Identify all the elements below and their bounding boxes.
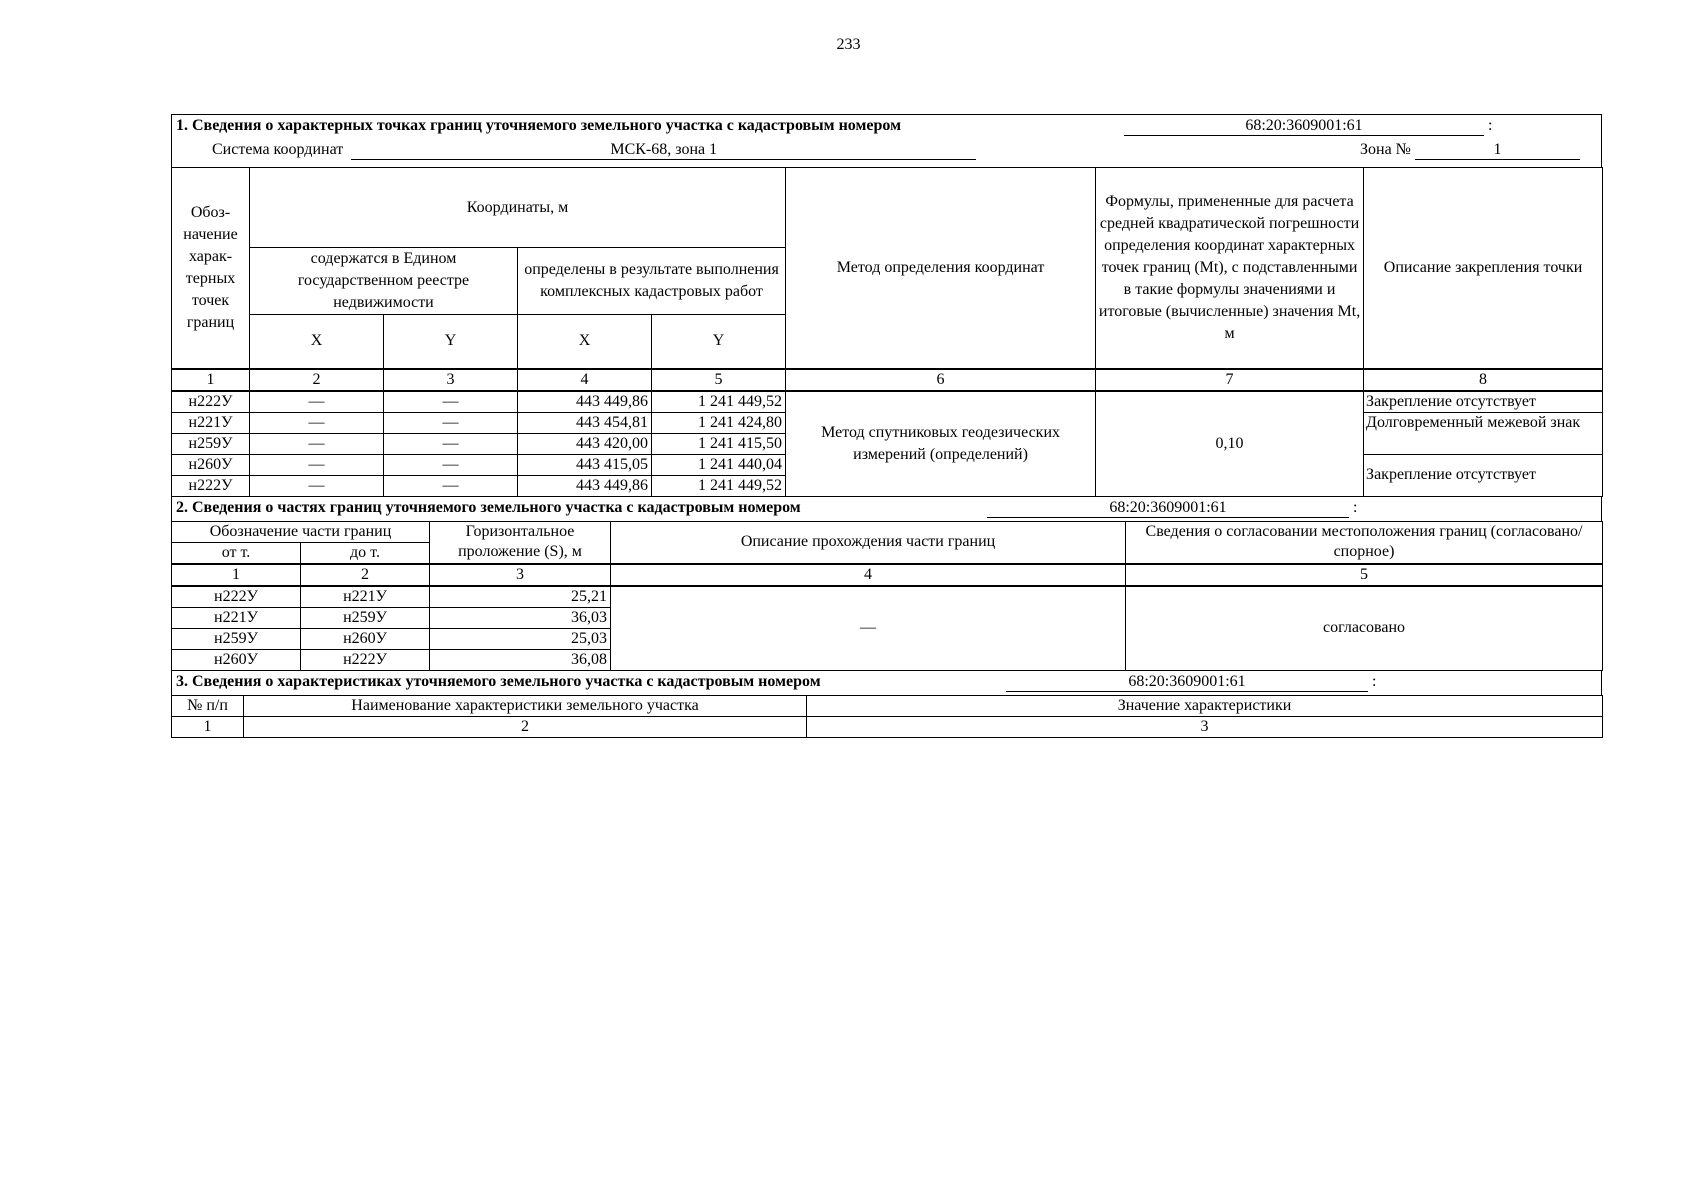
section2-colon: : <box>1353 498 1358 516</box>
y-value: 1 241 440,04 <box>652 454 786 475</box>
from-point: н222У <box>172 586 301 608</box>
y-value: 1 241 415,50 <box>652 433 786 454</box>
from-point: н221У <box>172 607 301 628</box>
col-number: 4 <box>611 564 1126 586</box>
x-old-value: — <box>250 454 384 475</box>
x-value: 443 415,05 <box>518 454 652 475</box>
parts-table <box>171 521 1603 671</box>
y-old-value: — <box>384 433 518 454</box>
designation-header: Обоз-начение харак-терных точек границ <box>172 168 250 369</box>
num-header: № п/п <box>172 695 244 716</box>
from-header: от т. <box>172 542 301 564</box>
horizontal-value: 25,03 <box>430 628 611 649</box>
point-name: н259У <box>172 433 250 454</box>
x-old-value: — <box>250 391 384 413</box>
to-point: н260У <box>301 628 430 649</box>
y-value: 1 241 424,80 <box>652 412 786 433</box>
y-old-header: Y <box>384 315 518 369</box>
name-header: Наименование характеристики земельного участка <box>244 695 807 716</box>
to-point: н221У <box>301 586 430 608</box>
mt-value: 0,10 <box>1096 391 1364 497</box>
determined-header: определены в результате выполнения комплексных кадастровых работ <box>518 248 786 315</box>
description-header: Описание прохождения части границ <box>611 521 1126 564</box>
table-row <box>172 586 1603 608</box>
col-number: 4 <box>518 369 652 391</box>
y-value: 1 241 449,52 <box>652 475 786 496</box>
y-old-value: — <box>384 391 518 413</box>
horizontal-header: Горизонтальное проложение (S), м <box>430 521 611 564</box>
col-number: 1 <box>172 564 301 586</box>
characteristics-table <box>171 695 1603 738</box>
zone-label: Зона № <box>1360 141 1411 158</box>
col-number: 7 <box>1096 369 1364 391</box>
col-number: 2 <box>244 716 807 737</box>
egrn-header: содержатся в Едином государственном реестре недвижимости <box>250 248 518 315</box>
x-value: 443 454,81 <box>518 412 652 433</box>
point-name: н222У <box>172 391 250 413</box>
column-numbers-row <box>172 564 1603 586</box>
column-numbers-row <box>172 716 1603 737</box>
col-number: 3 <box>384 369 518 391</box>
y-value: 1 241 449,52 <box>652 391 786 413</box>
x-old-value: — <box>250 433 384 454</box>
y-header: Y <box>652 315 786 369</box>
to-point: н222У <box>301 649 430 670</box>
x-old-value: — <box>250 412 384 433</box>
x-header: X <box>518 315 652 369</box>
fixing-header: Описание закрепления точки <box>1364 168 1603 369</box>
x-value: 443 420,00 <box>518 433 652 454</box>
y-old-value: — <box>384 475 518 496</box>
method-header: Метод определения координат <box>786 168 1096 369</box>
horizontal-value: 25,21 <box>430 586 611 608</box>
zone-value: 1 <box>1415 141 1580 160</box>
column-numbers-row <box>172 369 1603 391</box>
section2-cadastral-number: 68:20:3609001:61 <box>987 499 1349 518</box>
col-number: 3 <box>430 564 611 586</box>
section1-colon: : <box>1488 117 1493 134</box>
section2-title: 2. Сведения о частях границ уточняемого земельного участка с кадастровым номером <box>176 498 801 516</box>
part-header: Обозначение части границ <box>172 521 430 542</box>
section3-title: 3. Сведения о характеристиках уточняемого земельного участка с кадастровым номером <box>176 672 821 690</box>
col-number: 1 <box>172 369 250 391</box>
coordinates-header: Координаты, м <box>250 168 786 248</box>
col-number: 2 <box>301 564 430 586</box>
col-number: 1 <box>172 716 244 737</box>
col-number: 6 <box>786 369 1096 391</box>
fixing-value: Закрепление отсутствует <box>1364 391 1603 413</box>
to-point: н259У <box>301 607 430 628</box>
fixing-value: Закрепление отсутствует <box>1364 454 1603 496</box>
col-number: 2 <box>250 369 384 391</box>
section3-cadastral-number: 68:20:3609001:61 <box>1006 673 1368 692</box>
point-name: н221У <box>172 412 250 433</box>
section1-title: 1. Сведения о характерных точках границ уточняемого земельного участка с кадастровым номером <box>176 117 901 134</box>
fixing-value: Долговременный межевой знак <box>1364 412 1603 454</box>
from-point: н259У <box>172 628 301 649</box>
coord-system-label: Система координат <box>212 141 344 158</box>
col-number: 3 <box>807 716 1603 737</box>
page-number: 233 <box>836 36 861 53</box>
agreement-value: согласовано <box>1126 586 1603 671</box>
section3-colon: : <box>1372 672 1377 690</box>
coord-system-value: МСК-68, зона 1 <box>351 141 976 160</box>
agreement-header: Сведения о согласовании местоположения границ (согласовано/спорное) <box>1126 521 1603 564</box>
horizontal-value: 36,08 <box>430 649 611 670</box>
to-header: до т. <box>301 542 430 564</box>
point-name: н222У <box>172 475 250 496</box>
section3-header <box>171 671 1602 695</box>
horizontal-value: 36,03 <box>430 607 611 628</box>
point-name: н260У <box>172 454 250 475</box>
col-number: 8 <box>1364 369 1603 391</box>
points-table <box>171 167 1603 497</box>
description-value: — <box>611 586 1126 671</box>
y-old-value: — <box>384 454 518 475</box>
table-row <box>172 391 1603 413</box>
y-old-value: — <box>384 412 518 433</box>
x-value: 443 449,86 <box>518 391 652 413</box>
x-value: 443 449,86 <box>518 475 652 496</box>
x-old-header: X <box>250 315 384 369</box>
method-value: Метод спутниковых геодезических измерений (определений) <box>786 391 1096 497</box>
col-number: 5 <box>1126 564 1603 586</box>
section2-header <box>171 497 1602 521</box>
from-point: н260У <box>172 649 301 670</box>
cadastral-document <box>171 114 1602 738</box>
col-number: 5 <box>652 369 786 391</box>
value-header: Значение характеристики <box>807 695 1603 716</box>
section1-cadastral-number: 68:20:3609001:61 <box>1124 117 1484 136</box>
formulas-header: Формулы, примененные для расчета средней квадратической погрешности определения координат характерных точек границ (Mt), с подставленными в такие формулы значениями и итоговые (вычисленные) значения Mt, м <box>1096 168 1364 369</box>
section1-header <box>171 114 1602 167</box>
x-old-value: — <box>250 475 384 496</box>
